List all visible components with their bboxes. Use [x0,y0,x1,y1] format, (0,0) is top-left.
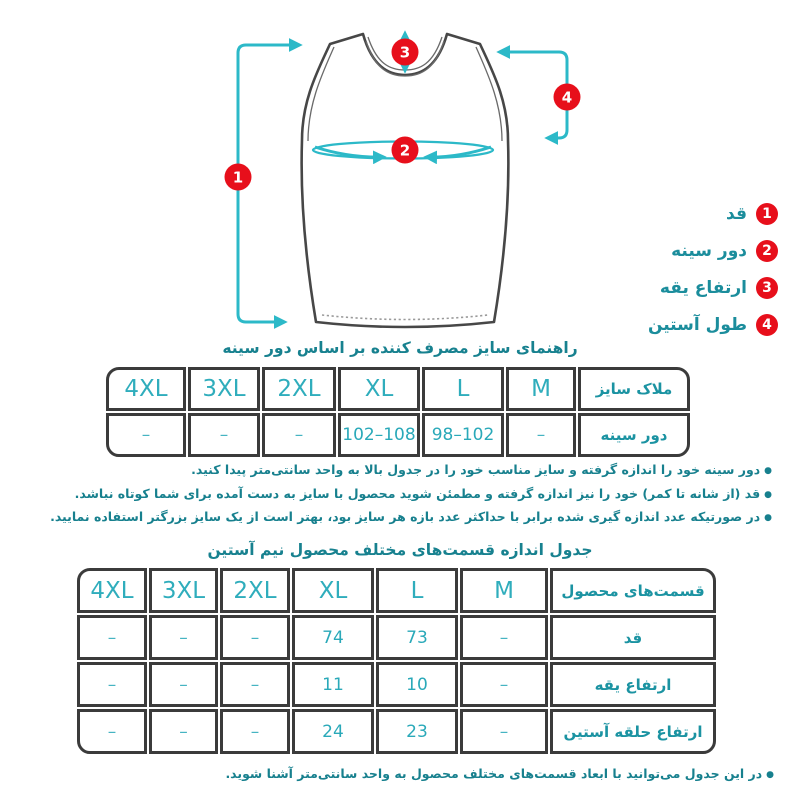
row-label-chest: دور سینه [578,413,690,457]
length-3xl: – [149,615,218,660]
legend-item-chest [671,240,778,262]
table-row [77,568,716,613]
collar-2xl: – [220,662,290,707]
measurement-legend [648,203,778,336]
table-row [106,413,690,457]
chest-value-l: 98–102 [422,413,504,457]
legend-label: ارتفاع یقه [659,278,747,298]
chest-value-3xl: – [188,413,260,457]
note-line-2: ●قد (از شانه تا کمر) خود را نیز اندازه گرفته و مطمئن شوید محصول با سایز به دست آمده برای شما کوتاه نباشد. [74,485,772,501]
chest-value-4xl: – [106,413,186,457]
chest-value-2xl: – [262,413,336,457]
col-header-criterion: ملاک سایز [578,367,690,411]
legend-label: طول آستین [647,315,747,335]
size-guide-title: راهنمای سایز مصرف کننده بر اساس دور سینه [222,339,578,357]
col-header-xl: XL [292,568,374,613]
length-2xl: – [220,615,290,660]
col-header-4xl: 4XL [77,568,147,613]
legend-badge-4: 4 [756,314,778,336]
size-guide-notes [22,459,772,530]
chest-value-xl: 102–108 [338,413,420,457]
col-header-xl: XL [338,367,420,411]
parts-size-table [75,566,718,756]
armhole-xl: 24 [292,709,374,754]
legend-item-collar [660,277,778,299]
armhole-4xl: – [77,709,147,754]
badge-1-number: 1 [232,168,244,187]
col-header-2xl: 2XL [262,367,336,411]
bullet-icon: ● [764,466,772,476]
legend-badge-2: 2 [756,240,778,262]
parts-table-title: جدول اندازه قسمت‌های مختلف محصول نیم آستین [207,541,593,559]
col-header-l: L [422,367,504,411]
col-header-4xl: 4XL [106,367,186,411]
badge-2-number: 2 [399,141,411,160]
bullet-icon: ● [764,513,772,523]
col-header-m: M [506,367,576,411]
col-header-l: L [376,568,458,613]
collar-4xl: – [77,662,147,707]
table-row [106,367,690,411]
legend-item-sleeve [648,314,778,336]
col-header-3xl: 3XL [188,367,260,411]
legend-badge-1: 1 [756,203,778,225]
chest-value-m: – [506,413,576,457]
row-label-collar: ارتفاع یقه [550,662,716,707]
armhole-l: 23 [376,709,458,754]
badge-4-number: 4 [561,88,573,107]
length-xl: 74 [292,615,374,660]
armhole-2xl: – [220,709,290,754]
col-header-m: M [460,568,548,613]
armhole-3xl: – [149,709,218,754]
note-line-1: ●دور سینه خود را اندازه گرفته و سایز مناسب خود را در جدول بالا به واحد سانتی‌متر پیدا کنید. [191,462,772,477]
table-row [77,662,716,707]
collar-l: 10 [376,662,458,707]
armhole-m: – [460,709,548,754]
legend-label: دور سینه [671,241,747,261]
parts-table-footnote: ●در این جدول می‌توانید با ابعاد قسمت‌های مختلف محصول به واحد سانتی‌متر آشنا شوید. [225,766,774,781]
col-header-2xl: 2XL [220,568,290,613]
badge-3-number: 3 [399,43,411,62]
legend-badge-3: 3 [756,277,778,299]
tank-top-outline [302,34,509,327]
length-4xl: – [77,615,147,660]
table-row [77,709,716,754]
note-line-3: ●در صورتیکه عدد اندازه گیری شده برابر با حداکثر عدد بازه هر سایز بود، بهتر است از یک سایز بزرگتر استفاده نمایید. [50,509,772,524]
legend-label: قد [726,204,747,224]
row-label-armhole: ارتفاع حلقه آستین [550,709,716,754]
size-guide-table [104,365,692,459]
table-row [77,615,716,660]
length-m: – [460,615,548,660]
collar-m: – [460,662,548,707]
col-header-3xl: 3XL [149,568,218,613]
bullet-icon: ● [764,489,772,500]
col-header-parts: قسمت‌های محصول [550,568,716,613]
legend-item-length [726,203,778,225]
collar-3xl: – [149,662,218,707]
row-label-length: قد [550,615,716,660]
length-l: 73 [376,615,458,660]
bullet-icon: ● [766,770,774,780]
collar-xl: 11 [292,662,374,707]
